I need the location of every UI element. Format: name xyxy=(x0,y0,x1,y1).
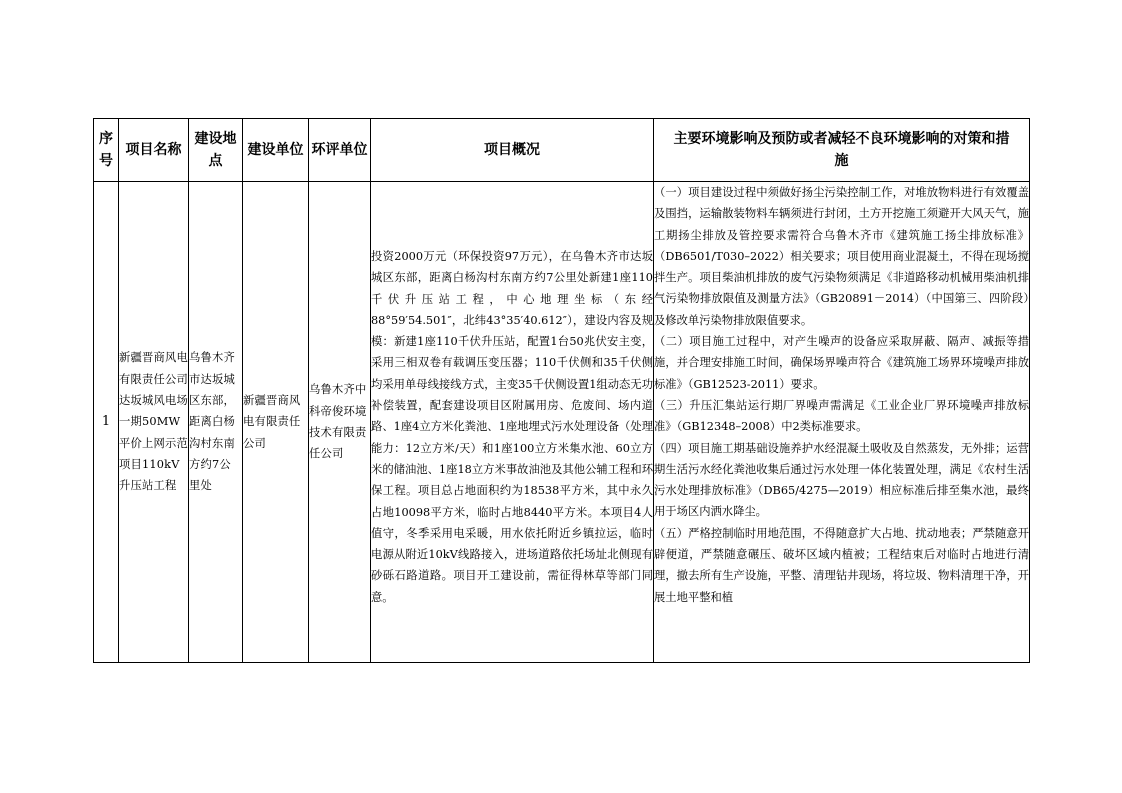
header-location: 建设地点 xyxy=(189,119,243,182)
measure-item: （三）升压汇集站运行期厂界噪声需满足《工业企业厂界环境噪声排放标准》（GB12348–2008）中2类标准要求。 xyxy=(654,398,1029,434)
measure-item: （五）严格控制临时用地范围，不得随意扩大占地、扰动地表；严禁随意开辟便道，严禁随意碾压、破坏区域内植被；工程结束后对临时占地进行清理，撤去所有生产设施，平整、清理钻井现场，将垃圾、物料清理干净，开展土地平整和植 xyxy=(654,526,1029,604)
measure-item: （二）项目施工过程中，对产生噪声的设备应采取屏蔽、隔声、减振等措施，并合理安排施工时间，确保场界噪声符合《建筑施工场界环境噪声排放标准》（GB12523-2011）要求。 xyxy=(654,335,1029,391)
header-overview: 项目概况 xyxy=(371,119,654,182)
cell-builder: 新疆晋商风电有限责任公司 xyxy=(243,182,309,663)
cell-seq: 1 xyxy=(94,182,119,663)
cell-eia-unit: 乌鲁木齐中科帝俊环境技术有限责任公司 xyxy=(309,182,371,663)
measure-item: （一）项目建设过程中须做好扬尘污染控制工作，对堆放物料进行有效覆盖及围挡，运输散装物料车辆须进行封闭，土方开挖施工须避开大风天气，施工期扬尘排放及管控要求需符合乌鲁木齐市《建筑施工扬尘排放标准》（DB6501/T030–2022）相关要求；项目使用商业混凝土，不得在现场搅拌生产。项目柴油机排放的废气污染物须满足《非道路移动机械用柴油机排气污染物排放限值及测量方法》（GB20891－2014）（中国第三、四阶段）及修改单污染物排放限值要求。 xyxy=(654,186,1029,327)
cell-measures xyxy=(654,182,1030,663)
header-measures: 主要环境影响及预防或者减轻不良环境影响的对策和措施 xyxy=(654,119,1030,182)
table-row xyxy=(94,182,1030,663)
measure-item: （四）项目施工期基础设施养护水经混凝土吸收及自然蒸发，无外排；运营期生活污水经化粪池收集后通过污水处理一体化装置处理，满足《农村生活污水处理排放标准》（DB65/4275—2019）相应标准后排至集水池，最终用于场区内洒水降尘。 xyxy=(654,441,1029,519)
header-seq: 序号 xyxy=(94,119,119,182)
header-eia-unit: 环评单位 xyxy=(309,119,371,182)
cell-overview xyxy=(371,182,654,663)
header-row xyxy=(94,119,1030,182)
cell-location: 乌鲁木齐市达坂城区东部，距离白杨沟村东南方约7公里处 xyxy=(189,182,243,663)
cell-project-name: 新疆晋商风电有限责任公司达坂城风电场一期50MW平价上网示范项目110kV升压站工程 xyxy=(119,182,189,663)
project-table xyxy=(93,118,1030,663)
header-builder: 建设单位 xyxy=(243,119,309,182)
overview-text: 投资2000万元（环保投资97万元），在乌鲁木齐市达坂城区东部，距离白杨沟村东南方约7公里处新建1座110千伏升压站工程，中心地理坐标（东经88°59′54.501″，北纬43°35′40.612″），建设内容及规模：新建1座110千伏升压站，配置1台50兆伏安主变，采用三相双卷有载调压变压器；110千伏侧和35千伏侧均采用单母线接线方式，主变35千伏侧设置1组动态无功补偿装置，配套建设项目区附属用房、危废间、场内道路、1座4立方米化粪池、1座地埋式污水处理设备（处理能力：12立方米/天）和1座100立方米集水池、60立方米的储油池、1座18立方米事故油池及其他公辅工程和环保工程。项目总占地面积约为18538平方米，其中永久占地10098平方米，临时占地8440平方米。本项目4人值守，冬季采用电采暖，用水依托附近乡镇拉运，临时电源从附近10kV线路接入，进场道路依托场址北侧现有砂砾石路道路。项目开工建设前，需征得林草等部门同意。 xyxy=(371,249,653,604)
header-name: 项目名称 xyxy=(119,119,189,182)
